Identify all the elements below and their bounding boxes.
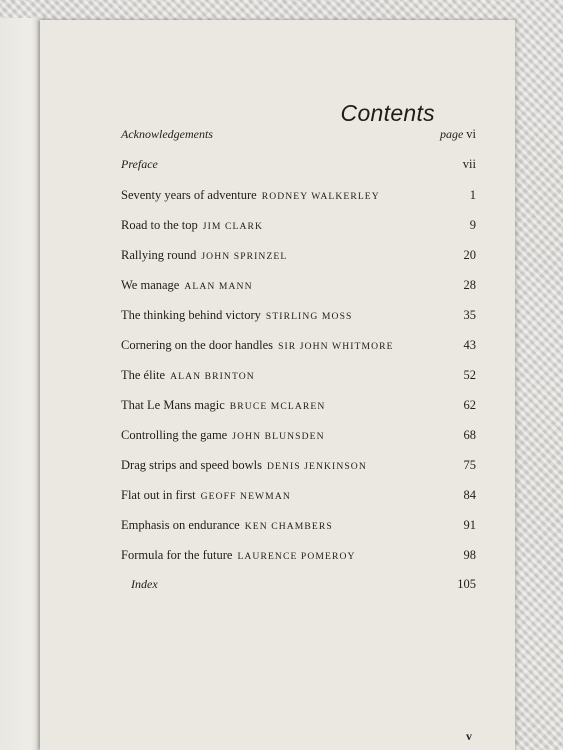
entry-title: We manage (121, 278, 180, 292)
entry-author: JOHN BLUNSDEN (232, 431, 325, 442)
toc-entry (131, 572, 476, 592)
toc-entry (121, 423, 476, 443)
entry-page-number: 35 (463, 308, 476, 322)
page-number: v (466, 729, 472, 743)
entry-text (121, 518, 333, 533)
entry-title: The thinking behind victory (121, 308, 261, 322)
entry-text (121, 458, 367, 473)
entry-author: SIR JOHN WHITMORE (278, 341, 394, 352)
entry-author: ALAN MANN (184, 281, 253, 292)
entry-text (121, 548, 356, 563)
toc-entry (121, 393, 476, 413)
entry-author: RODNEY WALKERLEY (261, 191, 380, 202)
book-cover-edge (0, 18, 45, 750)
entry-title: Rallying round (121, 248, 197, 262)
toc-entry (121, 453, 476, 473)
entry-author: STIRLING MOSS (265, 311, 353, 322)
entry-author: JIM CLARK (202, 221, 264, 232)
entry-page-number: 1 (469, 188, 476, 202)
toc-entry (121, 122, 476, 142)
book-page (40, 20, 515, 750)
entry-title: Cornering on the door handles (121, 338, 274, 352)
entry-text (121, 248, 287, 263)
entry-author: GEOFF NEWMAN (200, 491, 291, 502)
entry-author: BRUCE MCLAREN (229, 401, 326, 412)
entry-page-number: vi (466, 127, 476, 141)
entry-page-number: 43 (463, 338, 476, 352)
entry-page-number: 105 (457, 577, 476, 591)
toc-entry (121, 333, 476, 353)
entry-author: KEN CHAMBERS (244, 521, 333, 532)
entry-page-number: 68 (463, 428, 476, 442)
entry-page-number: 84 (463, 488, 476, 502)
entry-text (121, 218, 263, 233)
entry-page-number: 91 (463, 518, 476, 532)
entry-author: DENIS JENKINSON (266, 461, 367, 472)
entry-title: Drag strips and speed bowls (121, 458, 262, 472)
entry-title: Emphasis on endurance (121, 518, 240, 532)
toc-entry (121, 243, 476, 263)
entry-page-number: 20 (463, 248, 476, 262)
entry-page (440, 127, 476, 142)
entry-text (121, 338, 394, 353)
entry-author: LAURENCE POMEROY (237, 551, 356, 562)
entry-text (121, 428, 325, 443)
toc-entry (121, 273, 476, 293)
entry-title: Flat out in first (121, 488, 196, 502)
toc-entry (121, 483, 476, 503)
entry-page-number: 75 (463, 458, 476, 472)
entry-text (121, 308, 352, 323)
entry-text (121, 488, 291, 503)
page-label: page (439, 127, 464, 141)
entry-title: The élite (121, 368, 166, 382)
entry-title: Seventy years of adventure (121, 188, 257, 202)
entry-page-number: 98 (463, 548, 476, 562)
toc-entry (121, 543, 476, 563)
entry-title: Index (131, 577, 158, 591)
entry-page-number: 62 (463, 398, 476, 412)
entry-text (121, 398, 325, 413)
entry-title: Controlling the game (121, 428, 228, 442)
toc-entry (121, 152, 476, 172)
entry-author: JOHN SPRINZEL (201, 251, 288, 262)
entry-title: Preface (121, 157, 158, 171)
entry-title: Road to the top (121, 218, 198, 232)
entry-author: ALAN BRINTON (170, 371, 255, 382)
entry-page-number: 9 (469, 218, 476, 232)
toc-entry (121, 363, 476, 383)
entry-page-number: 52 (463, 368, 476, 382)
toc-entry (121, 303, 476, 323)
entry-page-number: vii (462, 157, 476, 171)
entry-title: Formula for the future (121, 548, 233, 562)
entry-text (121, 188, 380, 203)
entry-title: That Le Mans magic (121, 398, 225, 412)
toc-entry (121, 213, 476, 233)
toc-entry (121, 513, 476, 533)
entry-page-number: 28 (463, 278, 476, 292)
entry-title: Acknowledgements (121, 127, 213, 141)
entry-text (121, 368, 255, 383)
page-title: Contents (340, 100, 435, 126)
toc-entry (121, 183, 476, 203)
entry-text (121, 278, 253, 293)
